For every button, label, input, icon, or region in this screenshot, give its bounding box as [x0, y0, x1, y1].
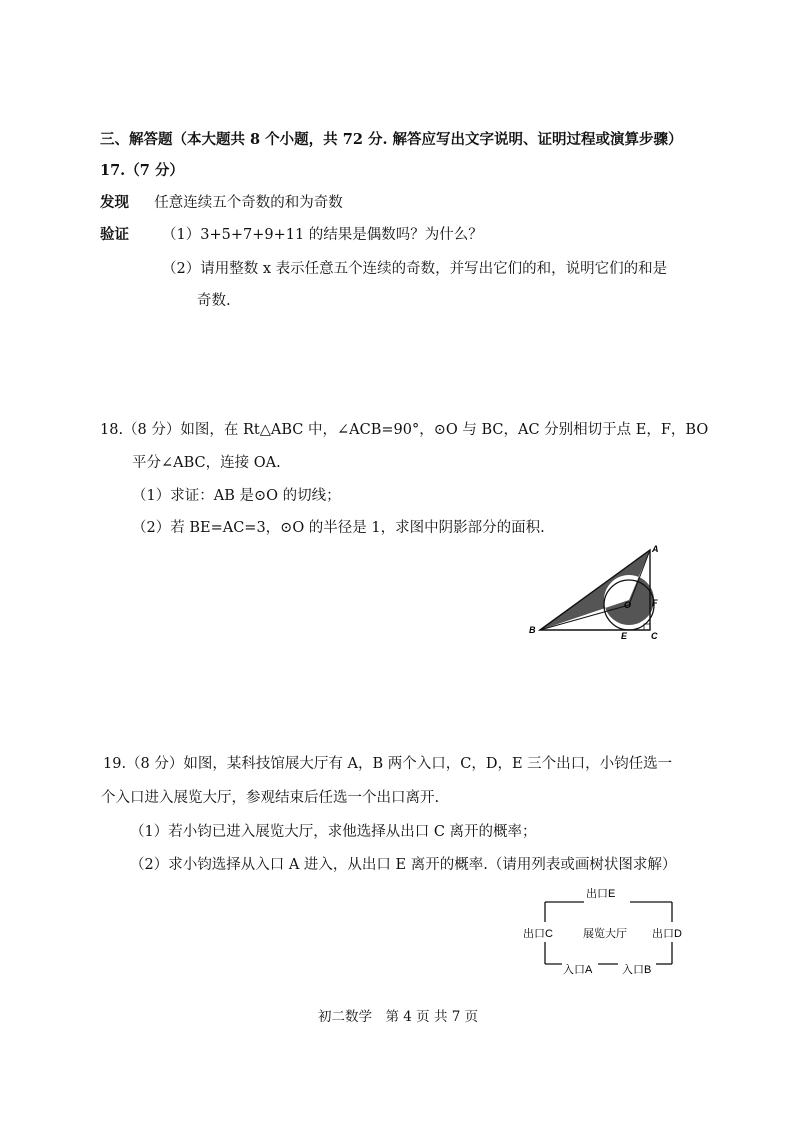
q17-part2-line2: 奇数. [197, 293, 231, 309]
q17-part1: （1）3+5+7+9+11 的结果是偶数吗？为什么？ [162, 227, 483, 243]
section-heading: 三、解答题（本大题共 8 个小题，共 72 分. 解答应写出文字说明、证明过程或演算步骤） [100, 131, 683, 148]
q17-discover-label: 发现 [100, 194, 129, 211]
q18-line2: 平分∠ABC，连接 OA. [132, 455, 281, 471]
q19-line2: 个入口进入展览大厅，参观结束后任选一个出口离开. [101, 790, 440, 806]
q18-part1: （1）求证：AB 是⊙O 的切线； [132, 488, 341, 504]
q19-entry-a-label: 入口A [563, 964, 593, 976]
q19-part2: （2）求小钧选择从入口 A 进入，从出口 E 离开的概率.（请用列表或画树状图求解） [130, 857, 677, 873]
q18-label-e: E [621, 631, 628, 641]
q17-verify-label: 验证 [100, 226, 129, 243]
q19-hall-figure [520, 880, 700, 985]
q18-label-b: B [529, 625, 536, 635]
q19-part1: （1）若小钧已进入展览大厅，求他选择从出口 C 离开的概率； [130, 824, 537, 840]
q19-exit-e-label: 出口E [586, 888, 616, 900]
q17-discover-text: 任意连续五个奇数的和为奇数 [154, 195, 343, 211]
q18-label-o: O [624, 600, 632, 610]
q18-part2: （2）若 BE=AC=3，⊙O 的半径是 1，求图中阴影部分的面积. [132, 520, 545, 536]
q19-exit-c-label: 出口C [523, 928, 553, 940]
q18-figure [525, 538, 675, 648]
page-footer: 初二数学 第 4 页 共 7 页 [318, 1009, 479, 1025]
q19-hall-label: 展览大厅 [583, 928, 627, 940]
q18-label-c: C [651, 631, 658, 641]
q19-exit-d-label: 出口D [652, 928, 682, 940]
q18-label-a: A [652, 544, 659, 554]
q19-line1: 19.（8 分）如图，某科技馆展大厅有 A，B 两个入口，C，D，E 三个出口，小钧任选一 [103, 756, 673, 772]
q17-part2-line1: （2）请用整数 x 表示任意五个连续的奇数，并写出它们的和，说明它们的和是 [162, 261, 668, 277]
q17-discover [100, 191, 343, 212]
q19-entry-b-label: 入口B [622, 964, 652, 976]
q18-label-f: F [652, 598, 658, 608]
q18-line1: 18.（8 分）如图，在 Rt△ABC 中，∠ACB=90°，⊙O 与 BC，AC 分别相切于点 E，F，BO [100, 422, 709, 438]
q17-number: 17.（7 分） [100, 162, 184, 179]
